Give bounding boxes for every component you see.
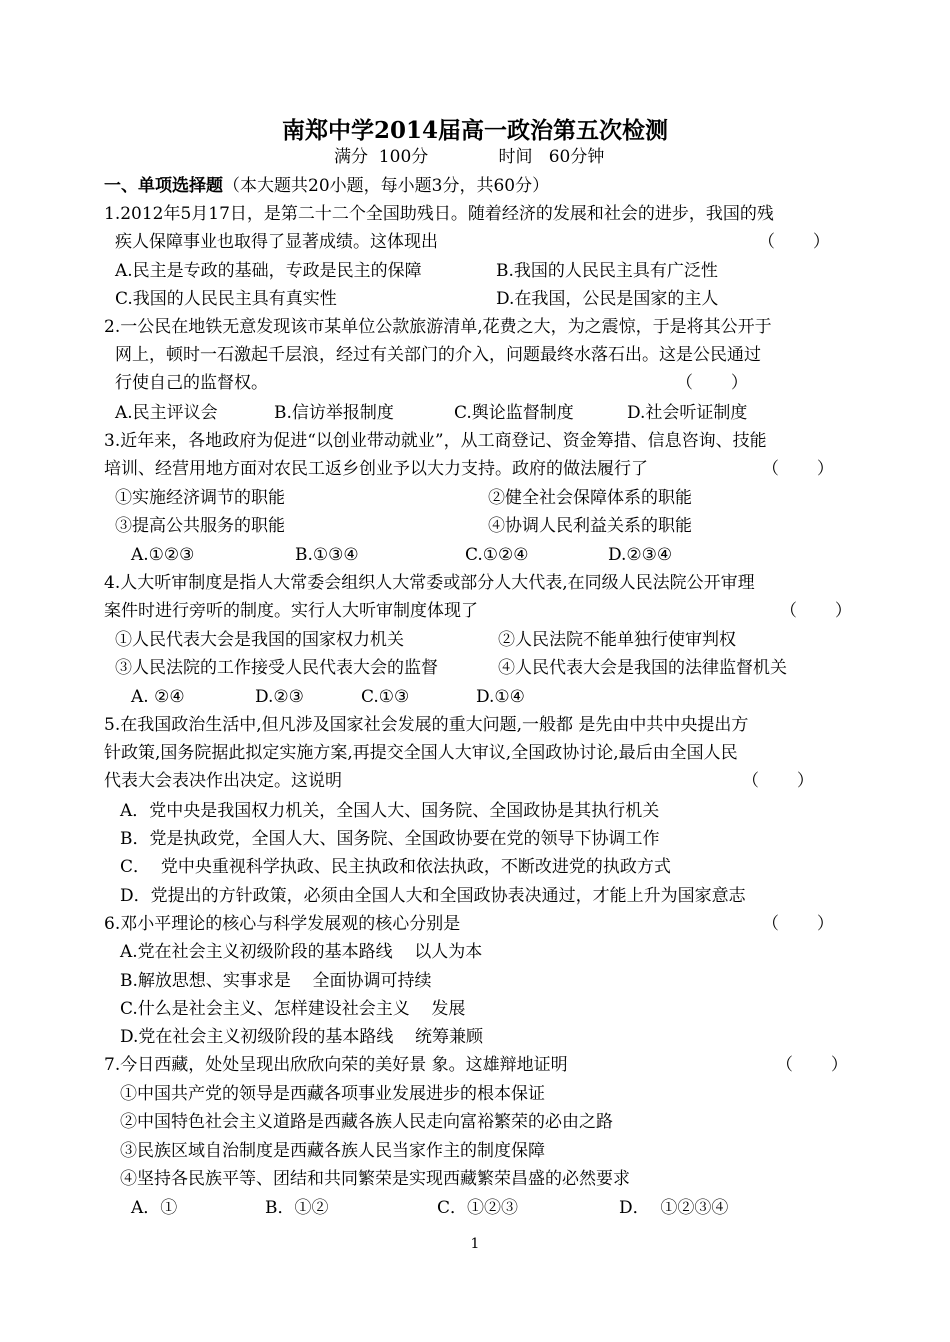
question-2-answer-bracket: （ ）: [676, 373, 748, 393]
question-3-answer-bracket: （ ）: [762, 459, 834, 479]
question-3-statement-3: ③提高公共服务的职能: [115, 516, 285, 536]
question-7-option-b: B．①②: [265, 1198, 329, 1218]
question-3-statement-1: ①实施经济调节的职能: [115, 488, 285, 508]
question-1-option-d: D.在我国，公民是国家的主人: [496, 289, 719, 309]
question-5-option-b: B．党是执政党，全国人大、国务院、全国政协要在党的领导下协调工作: [120, 829, 660, 849]
question-4-option-c: C.①③: [361, 687, 410, 707]
question-6-option-b: B.解放思想、实事求是 全面协调可持续: [120, 971, 432, 991]
question-6-answer-bracket: （ ）: [762, 914, 834, 934]
question-5-answer-bracket: （ ）: [742, 771, 814, 791]
question-4-option-b: D.②③: [255, 687, 304, 707]
section-heading-label: 一、单项选择题: [104, 176, 223, 196]
question-6-option-d: D.党在社会主义初级阶段的基本路线 统筹兼顾: [120, 1027, 484, 1047]
question-2-option-d: D.社会听证制度: [627, 403, 748, 423]
question-3-option-d: D.②③④: [608, 545, 673, 565]
question-3-option-a: A.①②③: [131, 545, 195, 565]
question-4-option-a: A. ②④: [131, 687, 185, 707]
question-2-option-a: A.民主评议会: [115, 403, 218, 423]
question-5-option-a: A．党中央是我国权力机关，全国人大、国务院、全国政协是其执行机关: [120, 801, 660, 821]
question-2-option-b: B.信访举报制度: [274, 403, 394, 423]
question-4-line-1: 4.人大听审制度是指人大常委会组织人大常委或部分人大代表,在同级人民法院公开审理: [104, 573, 755, 593]
question-6-option-a: A.党在社会主义初级阶段的基本路线 以人为本: [120, 942, 483, 962]
section-heading-note: （本大题共20小题，每小题3分，共60分）: [223, 176, 550, 196]
question-7-option-c: C．①②③: [437, 1198, 519, 1218]
question-4-statement-4: ④人民代表大会是我国的法律监督机关: [498, 658, 787, 678]
question-1-answer-bracket: （ ）: [758, 232, 830, 252]
question-2-option-c: C.舆论监督制度: [454, 403, 574, 423]
exam-title: 南郑中学2014届高一政治第五次检测: [281, 117, 668, 144]
question-2-line-3: 行使自己的监督权。: [115, 373, 268, 393]
question-7-option-d: D． ①②③④: [619, 1198, 729, 1218]
question-3-statement-2: ②健全社会保障体系的职能: [488, 488, 692, 508]
exam-subtitle: 满分 100分 时间 60分钟: [334, 147, 605, 167]
question-3-option-b: B.①③④: [295, 545, 359, 565]
question-4-statement-3: ③人民法院的工作接受人民代表大会的监督: [115, 658, 438, 678]
question-2-line-1: 2.一公民在地铁无意发现该市某单位公款旅游清单,花费之大，为之震惊，于是将其公开于: [104, 317, 772, 337]
question-3-line-2: 培训、经营用地方面对农民工返乡创业予以大力支持。政府的做法履行了: [104, 459, 648, 479]
question-3-option-c: C.①②④: [465, 545, 529, 565]
question-3-line-1: 3.近年来，各地政府为促进“以创业带动就业”，从工商登记、资金筹措、信息咨询、技能: [104, 431, 767, 451]
question-1-option-b: B.我国的人民民主具有广泛性: [496, 261, 718, 281]
question-6-option-c: C.什么是社会主义、怎样建设社会主义 发展: [120, 999, 466, 1019]
question-5-line-2: 针政策,国务院据此拟定实施方案,再提交全国人大审议,全国政协讨论,最后由全国人民: [104, 743, 738, 763]
section-heading: [104, 175, 549, 197]
question-3-statement-4: ④协调人民利益关系的职能: [488, 516, 692, 536]
question-5-option-d: D．党提出的方针政策，必须由全国人大和全国政协表决通过，才能上升为国家意志: [120, 886, 746, 906]
question-5-option-c: C． 党中央重视科学执政、民主执政和依法执政，不断改进党的执政方式: [120, 857, 671, 877]
question-1-option-a: A.民主是专政的基础，专政是民主的保障: [115, 261, 422, 281]
question-7-statement-3: ③民族区域自治制度是西藏各族人民当家作主的制度保障: [120, 1141, 545, 1161]
question-5-line-1: 5.在我国政治生活中,但凡涉及国家社会发展的重大问题,一般都 是先由中共中央提出方: [104, 715, 749, 735]
page-number: 1: [470, 1236, 480, 1252]
question-4-answer-bracket: （ ）: [780, 601, 852, 621]
question-7-answer-bracket: （ ）: [776, 1055, 848, 1075]
question-7-statement-1: ①中国共产党的领导是西藏各项事业发展进步的根本保证: [120, 1084, 545, 1104]
question-4-option-d: D.①④: [476, 687, 525, 707]
question-1-line-2: 疾人保障事业也取得了显著成绩。这体现出: [115, 232, 438, 252]
question-2-line-2: 网上，顿时一石激起千层浪，经过有关部门的介入，问题最终水落石出。这是公民通过: [115, 345, 761, 365]
question-7-statement-4: ④坚持各民族平等、团结和共同繁荣是实现西藏繁荣昌盛的必然要求: [120, 1169, 630, 1189]
question-5-line-3: 代表大会表决作出决定。这说明: [104, 771, 342, 791]
question-4-statement-1: ①人民代表大会是我国的国家权力机关: [115, 630, 404, 650]
question-1-line-1: 1.2012年5月17日，是第二十二个全国助残日。随着经济的发展和社会的进步，我国的残: [104, 204, 774, 224]
question-7-line-1: 7.今日西藏，处处呈现出欣欣向荣的美好景 象。这雄辩地证明: [104, 1055, 568, 1075]
question-7-statement-2: ②中国特色社会主义道路是西藏各族人民走向富裕繁荣的必由之路: [120, 1112, 613, 1132]
question-7-option-a: A．①: [131, 1198, 178, 1218]
question-6-line-1: 6.邓小平理论的核心与科学发展观的核心分别是: [104, 914, 461, 934]
question-1-option-c: C.我国的人民民主具有真实性: [115, 289, 337, 309]
question-4-statement-2: ②人民法院不能单独行使审判权: [498, 630, 736, 650]
question-4-line-2: 案件时进行旁听的制度。实行人大听审制度体现了: [104, 601, 478, 621]
